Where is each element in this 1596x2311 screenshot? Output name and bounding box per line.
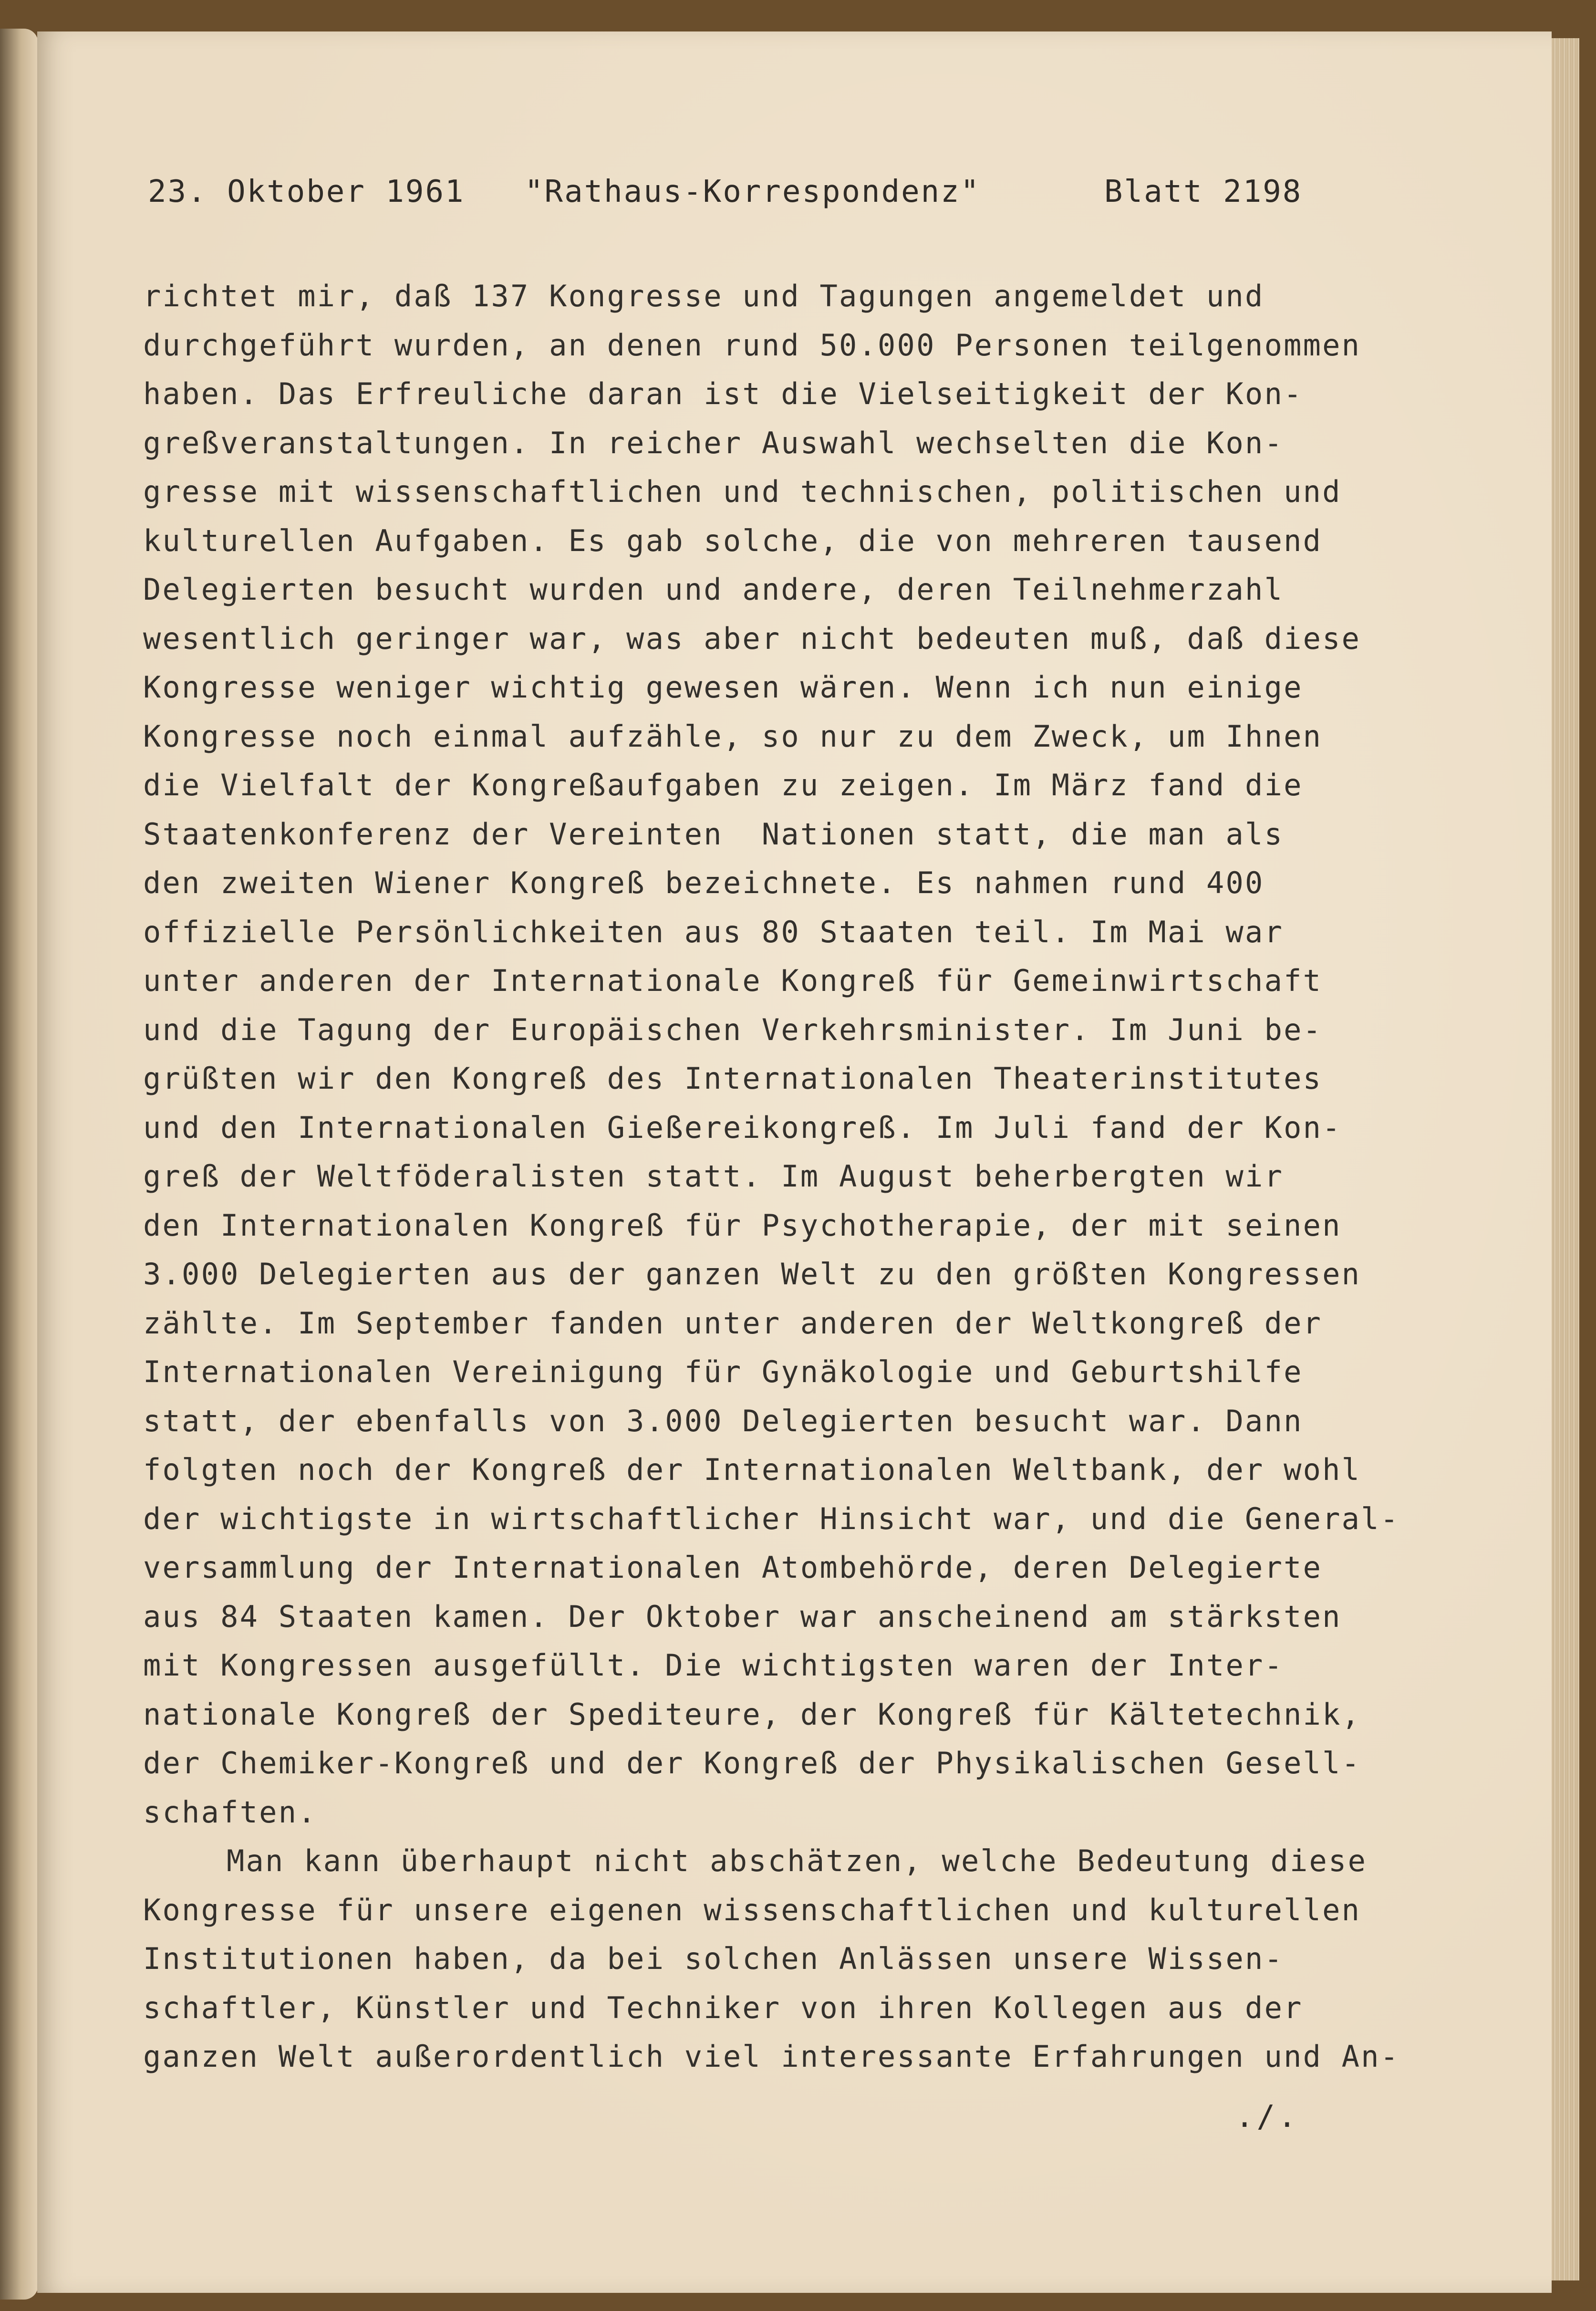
text-line: versammlung der Internationalen Atombehörde, deren Delegierte [143,1550,1323,1585]
text-line: unter anderen der Internationale Kongreß für Gemeinwirtschaft [143,963,1323,998]
paragraph-start-line: Man kann überhaupt nicht abschätzen, welche Bedeutung diese [227,1843,1368,1878]
text-line: richtet mir, daß 137 Kongresse und Tagungen angemeldet und [143,279,1264,313]
header-date: 23. Oktober 1961 [148,174,465,209]
text-line: wesentlich geringer war, was aber nicht bedeuten muß, daß diese [143,621,1361,656]
text-line: Internationalen Vereinigung für Gynäkologie und Geburtshilfe [143,1354,1303,1389]
text-line: aus 84 Staaten kamen. Der Oktober war anscheinend am stärksten [143,1599,1342,1634]
text-line: kulturellen Aufgaben. Es gab solche, die von mehreren tausend [143,523,1323,558]
text-line: Institutionen haben, da bei solchen Anlässen unsere Wissen- [143,1941,1284,1976]
text-line: Delegierten besucht wurden und andere, deren Teilnehmerzahl [143,572,1284,607]
text-line: schaftler, Künstler und Techniker von ihren Kollegen aus der [143,1990,1303,2025]
text-line: folgten noch der Kongreß der Internationalen Weltbank, der wohl [143,1452,1361,1487]
body-text [143,272,1431,2082]
text-line: Staatenkonferenz der Vereinten Nationen statt, die man als [143,816,1284,852]
text-line: und den Internationalen Gießereikongreß. Im Juli fand der Kon- [143,1110,1342,1145]
text-line: die Vielfalt der Kongreßaufgaben zu zeigen. Im März fand die [143,768,1303,802]
text-line: Kongresse für unsere eigenen wissenschaftlichen und kulturellen [143,1892,1361,1927]
text-line: der wichtigste in wirtschaftlicher Hinsicht war, und die General- [143,1501,1400,1536]
text-line: greß der Weltföderalisten statt. Im August beherbergten wir [143,1159,1284,1194]
text-line: durchgeführt wurden, an denen rund 50.000 Personen teilgenommen [143,327,1361,363]
text-line: zählte. Im September fanden unter anderen der Weltkongreß der [143,1305,1323,1341]
text-line: und die Tagung der Europäischen Verkehrsminister. Im Juni be- [143,1012,1323,1047]
text-line: gresse mit wissenschaftlichen und technischen, politischen und [143,474,1342,509]
header-sheet-number: Blatt 2198 [1104,174,1303,209]
text-line: statt, der ebenfalls von 3.000 Delegierten besucht war. Dann [143,1403,1303,1438]
text-line: haben. Das Erfreuliche daran ist die Vielseitigkeit der Kon- [143,376,1303,411]
text-line: 3.000 Delegierten aus der ganzen Welt zu den größten Kongressen [143,1257,1361,1291]
continuation-mark: ./. [1235,2099,1299,2134]
text-line: offizielle Persönlichkeiten aus 80 Staaten teil. Im Mai war [143,914,1284,949]
header-title: "Rathaus-Korrespondenz" [525,174,981,209]
text-line: greßveranstaltungen. In reicher Auswahl wechselten die Kon- [143,425,1284,460]
text-line: den Internationalen Kongreß für Psychotherapie, der mit seinen [143,1208,1342,1243]
page-stack-edge [1552,38,1579,2280]
text-line: Kongresse noch einmal aufzähle, so nur zu dem Zweck, um Ihnen [143,718,1323,754]
text-line: nationale Kongreß der Spediteure, der Kongreß für Kältetechnik, [143,1697,1361,1732]
text-line: Kongresse weniger wichtig gewesen wären. Wenn ich nun einige [143,670,1303,705]
text-line: den zweiten Wiener Kongreß bezeichnete. Es nahmen rund 400 [143,865,1264,900]
left-page-edge [0,29,38,2300]
text-line: mit Kongressen ausgefüllt. Die wichtigsten waren der Inter- [143,1648,1284,1683]
text-line: grüßten wir den Kongreß des Internationalen Theaterinstitutes [143,1061,1323,1096]
text-line: schaften. [143,1794,317,1830]
page-header [148,174,1388,222]
text-line: der Chemiker-Kongreß und der Kongreß der Physikalischen Gesell- [143,1746,1361,1780]
text-line: ganzen Welt außerordentlich viel interessante Erfahrungen und An- [143,2039,1400,2074]
